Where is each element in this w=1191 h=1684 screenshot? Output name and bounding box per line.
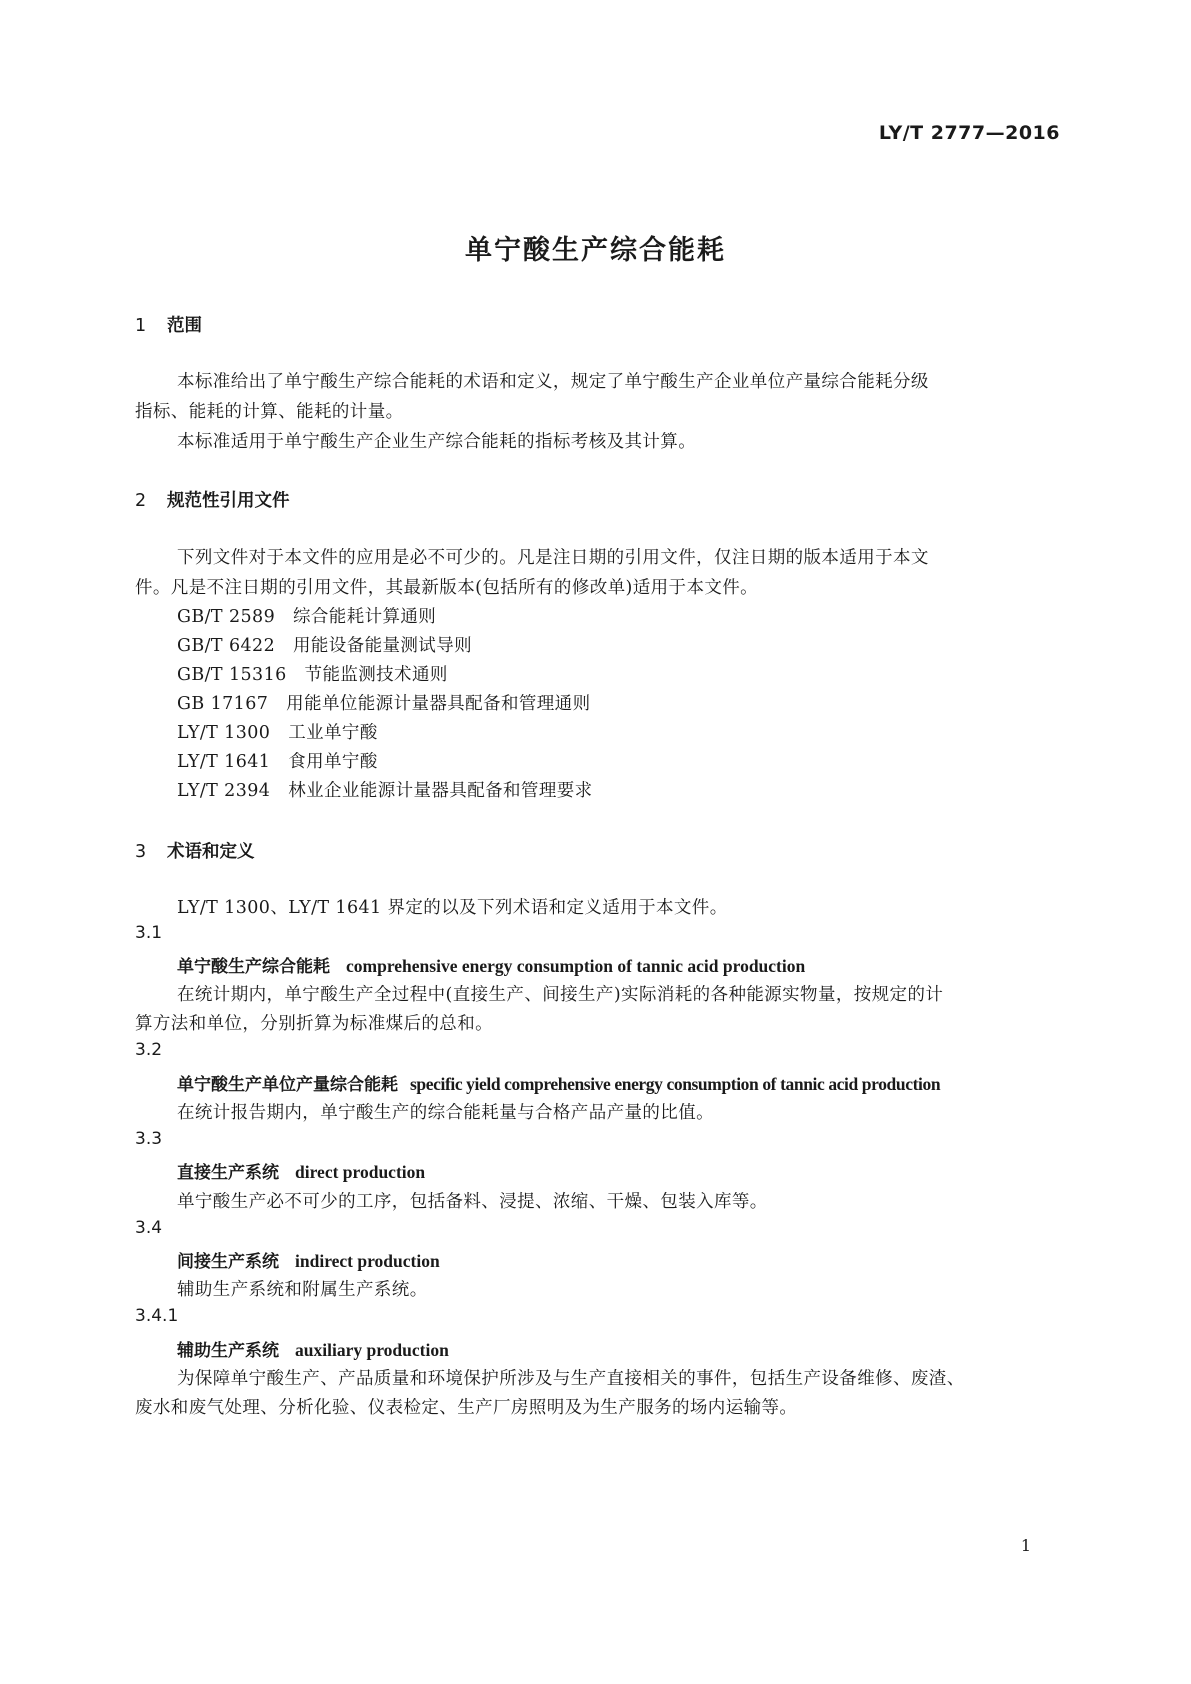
reference-title: 节能监测技术通则 bbox=[304, 665, 448, 685]
document-title: 单宁酸生产综合能耗 bbox=[465, 235, 726, 266]
section-1-para-2: 本标准适用于单宁酸生产企业生产综合能耗的指标考核及其计算。 bbox=[177, 432, 697, 452]
section-1-title: 范围 bbox=[167, 316, 202, 336]
reference-title: 用能单位能源计量器具配备和管理通则 bbox=[286, 694, 591, 714]
reference-title: 工业单宁酸 bbox=[288, 723, 378, 743]
section-3-heading bbox=[135, 838, 255, 863]
reference-item bbox=[177, 777, 593, 802]
term-definition-line-1: 为保障单宁酸生产、产品质量和环境保护所涉及与生产直接相关的事件，包括生产设备维修、废渣、 bbox=[177, 1369, 965, 1389]
term-zh: 间接生产系统 bbox=[177, 1252, 279, 1272]
term-zh: 单宁酸生产单位产量综合能耗 bbox=[177, 1075, 398, 1095]
term-heading bbox=[177, 1158, 425, 1183]
term-heading bbox=[177, 1070, 940, 1095]
reference-item bbox=[177, 719, 378, 744]
section-3-title: 术语和定义 bbox=[167, 842, 255, 862]
term-zh: 辅助生产系统 bbox=[177, 1341, 279, 1361]
section-1-para-1-line-1: 本标准给出了单宁酸生产综合能耗的术语和定义，规定了单宁酸生产企业单位产量综合能耗分级 bbox=[177, 372, 929, 392]
term-number: 3.2 bbox=[135, 1040, 163, 1060]
reference-item bbox=[177, 748, 378, 773]
reference-code: GB/T 2589 bbox=[177, 607, 276, 627]
term-heading bbox=[177, 952, 805, 977]
reference-item bbox=[177, 661, 448, 686]
term-number: 3.1 bbox=[135, 923, 163, 943]
term-zh: 直接生产系统 bbox=[177, 1163, 279, 1183]
section-3-number: 3 bbox=[135, 842, 147, 862]
section-2-title: 规范性引用文件 bbox=[167, 491, 290, 511]
term-definition-line-1: 在统计报告期内，单宁酸生产的综合能耗量与合格产品产量的比值。 bbox=[177, 1103, 714, 1123]
term-definition-line-1: 在统计期内，单宁酸生产全过程中(直接生产、间接生产)实际消耗的各种能源实物量，按规定的计 bbox=[177, 985, 944, 1005]
term-en: direct production bbox=[295, 1162, 426, 1182]
standard-code: LY/T 2777—2016 bbox=[878, 122, 1060, 144]
reference-code: LY/T 1300 bbox=[177, 723, 271, 743]
reference-item bbox=[177, 632, 472, 657]
term-en: specific yield comprehensive energy consumption of tannic acid production bbox=[410, 1074, 941, 1094]
term-definition-line-2: 算方法和单位，分别折算为标准煤后的总和。 bbox=[135, 1014, 493, 1034]
term-definition-line-1: 辅助生产系统和附属生产系统。 bbox=[177, 1280, 428, 1300]
reference-title: 用能设备能量测试导则 bbox=[293, 636, 472, 656]
section-1-number: 1 bbox=[135, 316, 147, 336]
term-heading bbox=[177, 1247, 440, 1272]
term-definition-line-1: 单宁酸生产必不可少的工序，包括备料、浸提、浓缩、干燥、包装入库等。 bbox=[177, 1192, 768, 1212]
term-number: 3.3 bbox=[135, 1129, 163, 1149]
term-definition-line-2: 废水和废气处理、分析化验、仪表检定、生产厂房照明及为生产服务的场内运输等。 bbox=[135, 1398, 798, 1418]
section-1-heading bbox=[135, 312, 202, 337]
reference-title: 食用单宁酸 bbox=[288, 752, 378, 772]
reference-code: GB 17167 bbox=[177, 694, 269, 714]
term-en: comprehensive energy consumption of tannic acid production bbox=[346, 956, 806, 976]
reference-title: 综合能耗计算通则 bbox=[293, 607, 437, 627]
reference-item bbox=[177, 690, 590, 715]
reference-code: LY/T 2394 bbox=[177, 781, 271, 801]
reference-item bbox=[177, 603, 436, 628]
reference-title: 林业企业能源计量器具配备和管理要求 bbox=[288, 781, 593, 801]
section-3-intro: LY/T 1300、LY/T 1641 界定的以及下列术语和定义适用于本文件。 bbox=[177, 898, 728, 918]
reference-code: LY/T 1641 bbox=[177, 752, 271, 772]
section-1-para-1-line-2: 指标、能耗的计算、能耗的计量。 bbox=[135, 402, 404, 422]
term-en: auxiliary production bbox=[295, 1340, 449, 1360]
page-number: 1 bbox=[1020, 1536, 1031, 1555]
term-number: 3.4 bbox=[135, 1218, 163, 1238]
reference-code: GB/T 6422 bbox=[177, 636, 276, 656]
term-number: 3.4.1 bbox=[135, 1306, 179, 1326]
section-2-para-line-1: 下列文件对于本文件的应用是必不可少的。凡是注日期的引用文件，仅注日期的版本适用于本文 bbox=[177, 548, 929, 568]
section-2-heading bbox=[135, 487, 290, 512]
term-zh: 单宁酸生产综合能耗 bbox=[177, 957, 330, 977]
section-2-para-line-2: 件。凡是不注日期的引用文件，其最新版本(包括所有的修改单)适用于本文件。 bbox=[135, 578, 759, 598]
term-heading bbox=[177, 1336, 449, 1361]
term-en: indirect production bbox=[295, 1251, 440, 1271]
reference-code: GB/T 15316 bbox=[177, 665, 287, 685]
section-2-number: 2 bbox=[135, 491, 147, 511]
